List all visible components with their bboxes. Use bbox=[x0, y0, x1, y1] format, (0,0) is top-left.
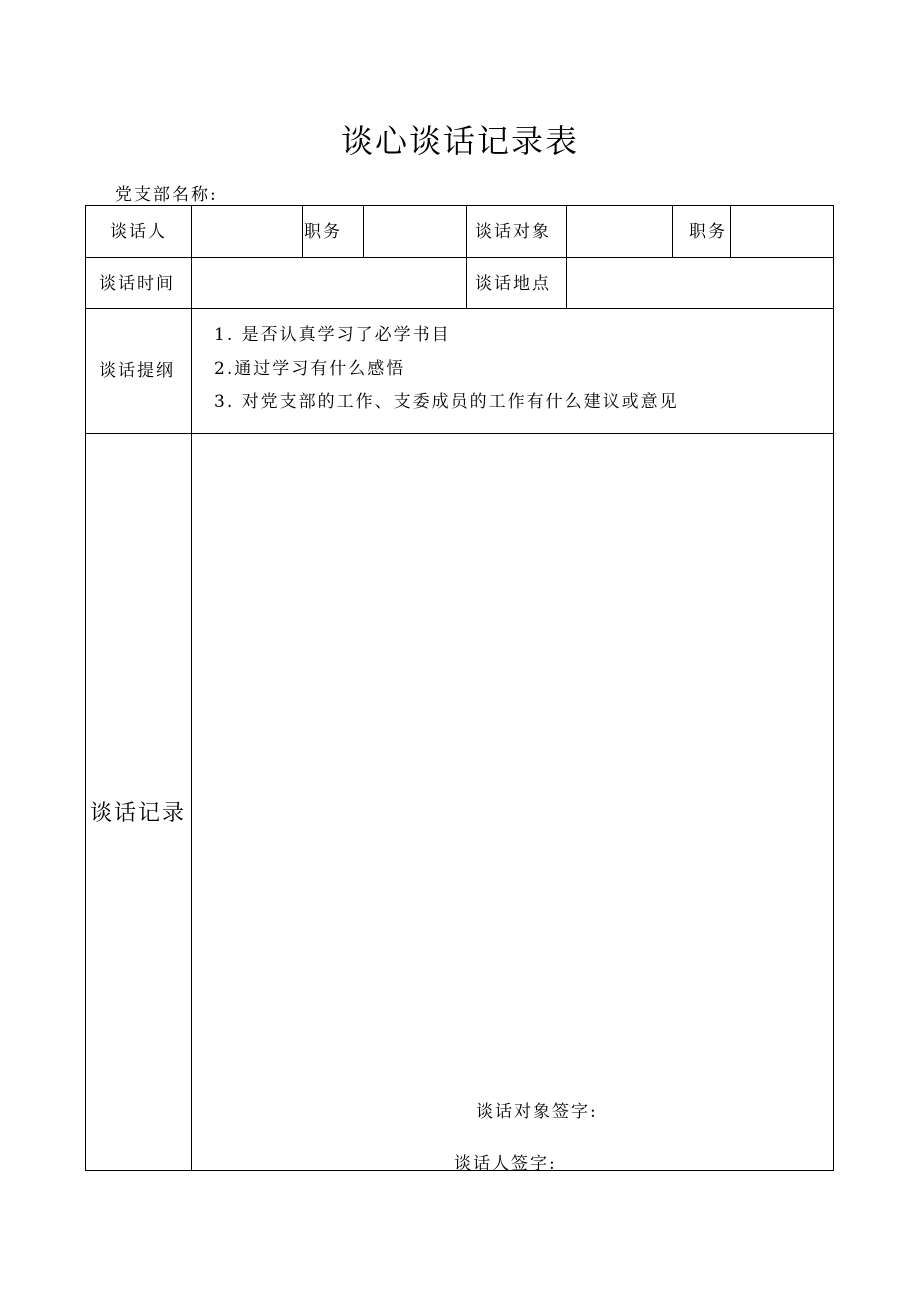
place-label: 谈话地点 bbox=[475, 274, 551, 294]
interview-record-table bbox=[85, 205, 834, 1174]
speaker-position-label: 职务 bbox=[304, 222, 342, 242]
target-position-field[interactable] bbox=[731, 206, 833, 257]
time-field[interactable] bbox=[192, 258, 466, 308]
outline-item: 2.通过学习有什么感悟 bbox=[214, 359, 406, 379]
time-label: 谈话时间 bbox=[99, 274, 175, 294]
target-position-label: 职务 bbox=[689, 222, 727, 242]
target-signature-label: 谈话对象签字: bbox=[476, 1102, 598, 1122]
row-divider bbox=[86, 308, 833, 309]
record-label: 谈话记录 bbox=[90, 801, 187, 826]
branch-name-label: 党支部名称: bbox=[115, 185, 218, 205]
target-field[interactable] bbox=[567, 206, 672, 257]
speaker-signature-label: 谈话人签字: bbox=[454, 1154, 557, 1174]
form-title: 谈心谈话记录表 bbox=[340, 122, 579, 160]
column-divider bbox=[672, 206, 673, 257]
speaker-label: 谈话人 bbox=[110, 222, 167, 242]
outline-label: 谈话提纲 bbox=[99, 361, 175, 381]
column-divider bbox=[302, 206, 303, 257]
outline-item: 3. 对党支部的工作、支委成员的工作有什么建议或意见 bbox=[214, 392, 679, 412]
speaker-field[interactable] bbox=[192, 206, 302, 257]
speaker-position-field[interactable] bbox=[364, 206, 466, 257]
place-field[interactable] bbox=[567, 258, 833, 308]
target-label: 谈话对象 bbox=[475, 222, 551, 242]
outline-item: 1. 是否认真学习了必学书目 bbox=[214, 325, 451, 345]
column-divider bbox=[466, 206, 467, 308]
record-content-area[interactable] bbox=[192, 434, 833, 1170]
